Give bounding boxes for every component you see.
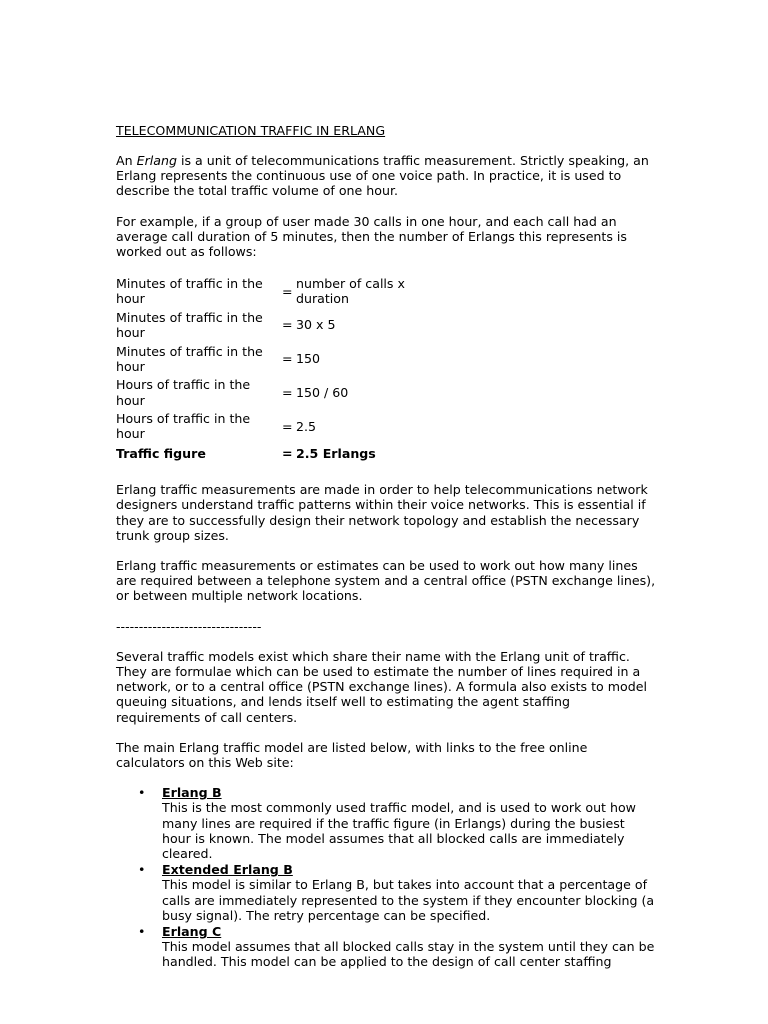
- calc-value: number of calls x duration: [296, 275, 405, 307]
- design-paragraph: Erlang traffic measurements are made in order to help telecommunications network designers understand traffic patterns within their voice networks. This is essential if they are to successfully design their network topology and establish the necessary trunk group sizes.: [116, 482, 648, 543]
- model-link-extended-erlang-b[interactable]: Extended Erlang B: [162, 862, 293, 878]
- model-link-erlang-c[interactable]: Erlang C: [162, 924, 222, 940]
- bullet-icon: •: [138, 862, 146, 878]
- lines-paragraph: Erlang traffic measurements or estimates can be used to work out how many lines are required between a telephone system and a central office (PSTN exchange lines), or between multiple network locations.: [116, 558, 656, 604]
- intro-term: Erlang: [136, 153, 177, 168]
- example-paragraph: For example, if a group of user made 30 calls in one hour, and each call had an average call duration of 5 minutes, then the number of Erlangs this represents is worked out as follows:: [116, 213, 627, 260]
- calc-value: 150: [296, 351, 321, 367]
- model-description: This is the most commonly used traffic model, and is used to work out how many lines are required if the traffic figure (in Erlangs) during the busiest hour is known. The model assumes that all blocked calls are immediately cleared.: [162, 800, 636, 862]
- calc-result-row: [116, 443, 436, 463]
- calc-equals: =: [282, 351, 293, 367]
- calc-equals: =: [282, 384, 293, 400]
- intro-paragraph: [116, 153, 656, 199]
- list-item: [116, 862, 656, 923]
- list-item: [116, 924, 656, 970]
- calc-row: [116, 409, 436, 443]
- bullet-icon: •: [138, 924, 146, 940]
- model-link-erlang-b[interactable]: Erlang B: [162, 785, 222, 801]
- calc-row: [116, 342, 436, 376]
- list-item: [116, 785, 656, 861]
- calc-label: Minutes of traffic in the hour: [116, 343, 263, 374]
- calc-label: Hours of traffic in the hour: [116, 377, 251, 408]
- calculation-table: [116, 274, 436, 463]
- calc-value: 2.5 Erlangs: [296, 445, 376, 461]
- calc-label: Traffic figure: [116, 445, 206, 461]
- bullet-icon: •: [138, 785, 146, 801]
- section-divider: --------------------------------: [116, 618, 262, 634]
- calc-value: 2.5: [296, 418, 317, 434]
- list-intro-paragraph: The main Erlang traffic model are listed below, with links to the free online calculators on this Web site:: [116, 739, 588, 771]
- document-title: TELECOMMUNICATION TRAFFIC IN ERLANG: [116, 123, 386, 138]
- document-page: [116, 123, 656, 971]
- model-description: This model assumes that all blocked calls stay in the system until they can be handled. This model can be applied to the design of call center staffing: [162, 939, 655, 970]
- calc-equals: =: [282, 283, 293, 299]
- calc-equals: =: [282, 418, 293, 434]
- calc-value: 30 x 5: [296, 317, 336, 333]
- calc-row: [116, 308, 436, 342]
- calc-label: Minutes of traffic in the hour: [116, 309, 263, 340]
- intro-rest: is a unit of telecommunications traffic measurement. Strictly speaking, an Erlang represents the continuous use of one voice path. In practice, it is used to describe the total traffic volume of one hour.: [116, 153, 649, 199]
- calc-label: Hours of traffic in the hour: [116, 411, 251, 442]
- calc-value: 150 / 60: [296, 384, 349, 400]
- calc-row: [116, 274, 436, 308]
- calc-equals: =: [282, 317, 293, 333]
- intro-lead: An: [116, 153, 137, 168]
- calc-equals: =: [282, 445, 293, 461]
- calc-label: Minutes of traffic in the hour: [116, 275, 263, 307]
- calc-row: [116, 376, 436, 410]
- model-description: This model is similar to Erlang B, but takes into account that a percentage of calls are immediately represented to the system if they encounter blocking (a busy signal). The retry percentage can be specified.: [162, 877, 655, 923]
- model-list: [116, 785, 656, 969]
- models-paragraph: Several traffic models exist which share their name with the Erlang unit of traffic. They are formulae which can be used to estimate the number of lines required in a network, or to a central office (PSTN exchange lines). A formula also exists to model queuing situations, and lends itself well to estimating the agent staffing requirements of call centers.: [116, 648, 647, 725]
